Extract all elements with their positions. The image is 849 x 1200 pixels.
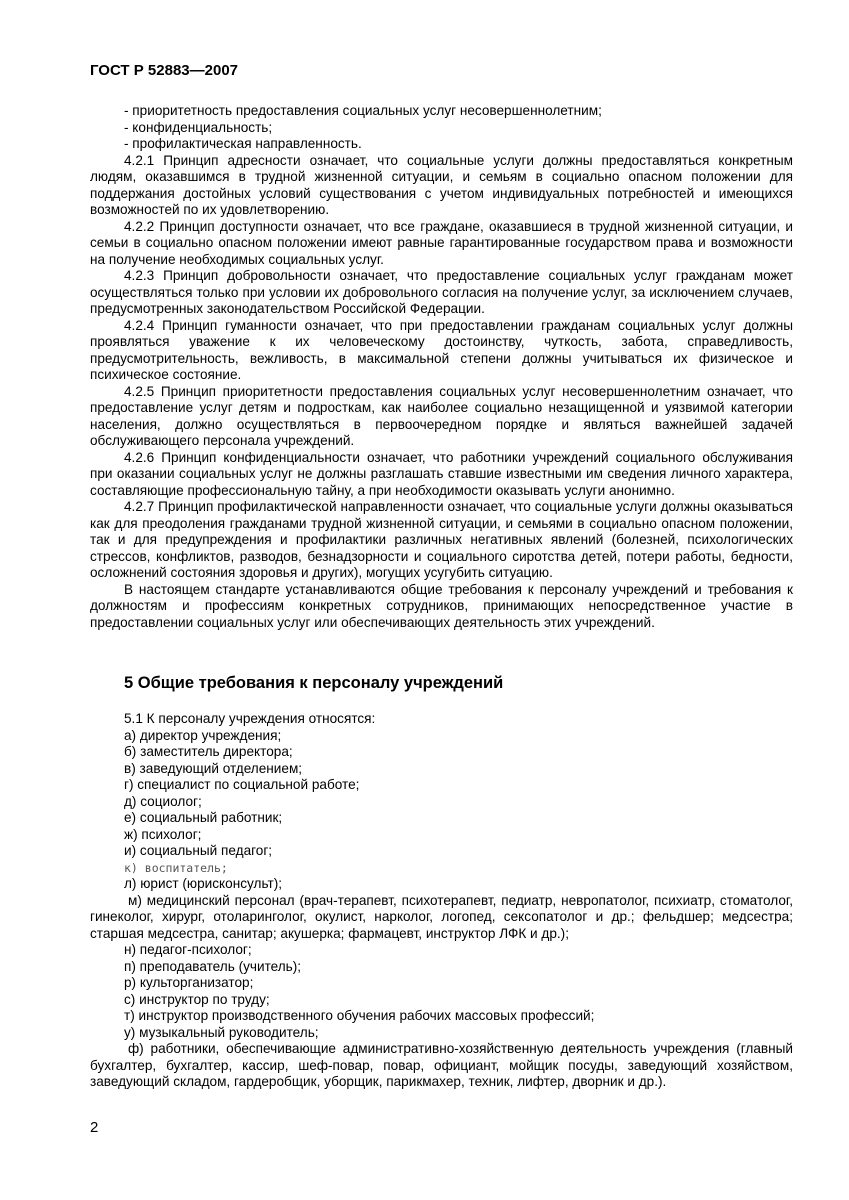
- list-item: в) заведующий отделением;: [124, 760, 303, 776]
- paragraph-standard-scope: В настоящем стандарте устанавливаются общие требования к персоналу учреждений и требования к должностям и профессиям конкретных сотрудников, принимающих непосредственное участие в предоставлении социальных услуг или обеспечивающих деятельность этих учреждений.: [90, 581, 793, 630]
- list-item: у) музыкальный руководитель;: [124, 1024, 319, 1040]
- paragraph-4-2-2: 4.2.2 Принцип доступности означает, что все граждане, оказавшиеся в трудной жизненной ситуации, и семьи в социально опасном положении имеют равные гарантированные государством права и возможности на получение необходимых социальных услуг.: [90, 218, 793, 267]
- list-item: д) социолог;: [124, 793, 202, 809]
- list-item-medical: м) медицинский персонал (врач-терапевт, психотерапевт, педиатр, невропатолог, психиатр, стоматолог, гинеколог, хирург, отоларинголог, окулист, нарколог, логопед, сексопатолог и др.; фельдшер; медсестра; старшая медсестра, санитар; акушерка; фармацевт, инструктор ЛФК и др.);: [90, 892, 793, 941]
- paragraph-4-2-3: 4.2.3 Принцип добровольности означает, что предоставление социальных услуг гражданам может осуществляться только при условии их добровольного согласия на получение услуг, за исключением случаев, предусмотренных законодательством Российской Федерации.: [90, 268, 793, 316]
- paragraph-4-2-5: 4.2.5 Принцип приоритетности предоставления социальных услуг несовершеннолетним означает, что предоставление услуг детям и подросткам, как наиболее социально незащищенной и уязвимой категории населения, должно осуществляться в первоочередном порядке и являться важнейшей задачей обслуживающего персонала учреждений.: [90, 383, 793, 448]
- personnel-list: [90, 711, 793, 1091]
- section-title: 5 Общие требования к персоналу учреждений: [124, 674, 504, 692]
- list-item: т) инструктор производственного обучения рабочих массовых профессий;: [124, 1008, 595, 1023]
- list-item: б) заместитель директора;: [124, 744, 293, 759]
- list-item: е) социальный работник;: [124, 810, 283, 825]
- paragraph-4-2-4: 4.2.4 Принцип гуманности означает, что при предоставлении гражданам социальных услуг должны проявляться уважение к их человеческому достоинству, чуткость, забота, справедливость, предусмотрительность, вежливость, в максимальной степени должны учитываться их физическое и психическое состояние.: [90, 317, 793, 382]
- list-item: и) социальный педагог;: [124, 843, 273, 858]
- paragraph-4-2-6: 4.2.6 Принцип конфиденциальности означает, что работники учреждений социального обслуживания при оказании социальных услуг не должны разглашать ставшие известными им сведения личного характера, составляющие профессиональную тайну, а при необходимости оказывать услуги анонимно.: [90, 449, 793, 498]
- list-item: р) культорганизатор;: [124, 975, 254, 990]
- standard-code-header: ГОСТ Р 52883—2007: [90, 62, 239, 79]
- list-item: п) преподаватель (учитель);: [124, 958, 302, 974]
- list-item: с) инструктор по труду;: [124, 991, 270, 1007]
- list-item: н) педагог-психолог;: [124, 942, 252, 957]
- list-item-admin: ф) работники, обеспечивающие административно-хозяйственную деятельность учреждения (главный бухгалтер, бухгалтер, кассир, шеф-повар, повар, официант, мойщик посуды, заведующий хозяйством, заведующий складом, гардеробщик, уборщик, парикмахер, техник, лифтер, дворник и др.).: [90, 1041, 793, 1089]
- paragraph-4-2-1: 4.2.1 Принцип адресности означает, что социальные услуги должны предоставляться конкретным людям, оказавшимся в трудной жизненной ситуации, и семьям в социально опасном положении для поддержания достойных условий существования с учетом индивидуальных потребностей и имеющихся возможностей по их удовлетворению.: [90, 152, 793, 217]
- paragraph-4-2-7: 4.2.7 Принцип профилактической направленности означает, что социальные услуги должны оказываться как для преодоления гражданами трудной жизненной ситуации, и семьями в социально опасном положении, так и для предупреждения и профилактики различных негативных явлений (болезней, психологических стрессов, конфликтов, разводов, безнадзорности и социального сиротства детей, потери работы, бедности, осложнений состояния здоровья и других), могущих усугубить ситуацию.: [90, 499, 793, 580]
- list-intro: 5.1 К персоналу учреждения относятся:: [124, 711, 376, 726]
- list-item: ж) психолог;: [124, 826, 202, 842]
- bullet-item: - конфиденциальность;: [124, 119, 273, 135]
- list-item: л) юрист (юрисконсульт);: [124, 876, 283, 891]
- list-item: к) воспитатель;: [124, 860, 228, 875]
- page-number: 2: [90, 1119, 99, 1136]
- principles-text: [90, 103, 793, 631]
- bullet-item: - профилактическая направленность.: [124, 136, 362, 151]
- list-item: а) директор учреждения;: [124, 727, 282, 743]
- list-item: г) специалист по социальной работе;: [124, 777, 360, 792]
- bullet-item: - приоритетность предоставления социальных услуг несовершеннолетним;: [124, 103, 602, 118]
